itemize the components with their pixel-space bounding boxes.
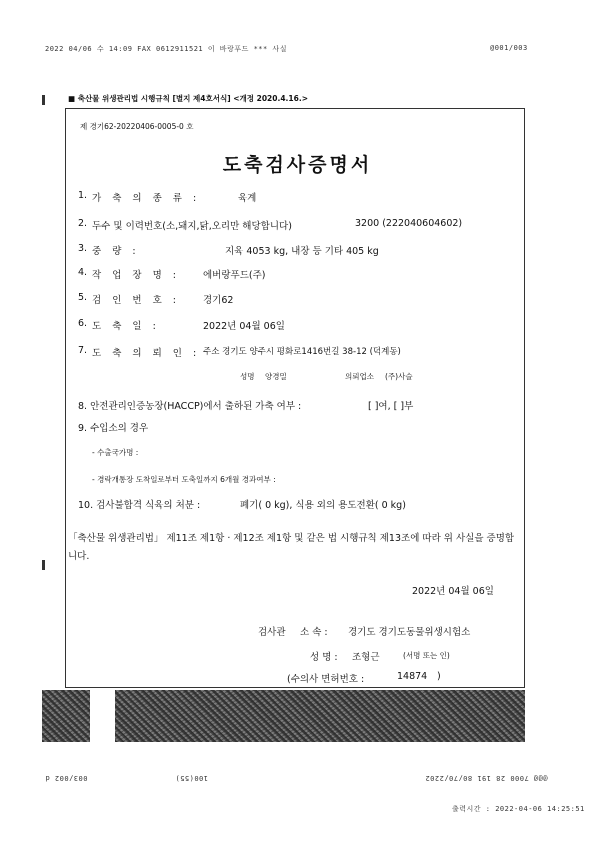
fax-footer-left: 003/002 d	[45, 774, 88, 782]
item-value: 2022년 04월 06일	[203, 321, 285, 332]
item-label: 검 인 번 호 :	[92, 295, 180, 306]
inspector-label: 검사관	[258, 627, 286, 638]
scan-noise-band	[42, 690, 90, 742]
client-name: 양경밀	[265, 372, 287, 381]
item-label: 두수 및 이력번호(소,돼지,닭,오리만 해당합니다)	[92, 221, 292, 232]
fax-header-right: @001/003	[490, 44, 528, 52]
regulation-reference: ■ 축산물 위생관리법 시행규칙 [별지 제4호서식] <개정 2020.4.16.>	[68, 94, 308, 103]
item-label: 작 업 장 명 :	[92, 270, 180, 281]
inspector-affil: 경기도 경기도동물위생시험소	[348, 627, 471, 638]
export-country-label: - 수출국가명 :	[92, 448, 139, 457]
inspector-name: 조형근	[352, 652, 380, 663]
item-value: 주소 경기도 양주시 평화로1416번길 38-12 (덕계동)	[203, 347, 401, 357]
item-value: 지육 4053 kg, 내장 등 기타 405 kg	[225, 246, 379, 257]
license-number: 14874	[397, 671, 428, 682]
margin-mark	[42, 95, 45, 105]
license-label: (수의사 면허번호 :	[287, 674, 365, 685]
item-value: 경기62	[203, 295, 234, 306]
document-number: 제 경기62-20220406-0005-0 호	[80, 122, 194, 131]
inspector-affil-label: 소 속 :	[300, 627, 328, 638]
issue-date: 2022년 04월 06일	[412, 586, 494, 597]
certification-statement: 「축산물 위생관리법」 제11조 제1항 · 제12조 제1항 및 같은 법 시행규칙 제13조에 따라 위 사실을 증명합니다.	[68, 533, 515, 562]
signature-placeholder: (서명 또는 인)	[403, 651, 450, 660]
import-cattle-heading: 9. 수입소의 경우	[78, 423, 149, 434]
disposal-heading: 10. 검사불합격 식육의 처분 :	[78, 500, 201, 511]
item-label: 중 량 :	[92, 246, 140, 257]
scan-noise-band	[115, 690, 525, 742]
item-value: 에버랑푸드(주)	[203, 270, 266, 281]
fax-footer-right: @@@ 7000 28 191 80/70/2202	[425, 774, 548, 782]
item-value: 3200 (222040604602)	[355, 218, 463, 229]
item-value: 육계	[238, 193, 257, 204]
client-name-label: 성명	[240, 372, 255, 381]
item-label: 가 축 의 종 류 :	[92, 193, 201, 204]
client-org: (주)사슬	[385, 372, 413, 381]
client-org-label: 의뢰업소	[345, 372, 374, 381]
item-label: 도 축 일 :	[92, 321, 160, 332]
haccp-question: 8. 안전관리인증농장(HACCP)에서 출하된 가축 여부 :	[78, 401, 302, 412]
margin-mark	[42, 560, 45, 570]
six-month-check-label: - 경락개통장 도착일로부터 도축일까지 6개월 경과여부 :	[92, 475, 276, 484]
inspector-name-label: 성 명 :	[310, 652, 338, 663]
disposal-values: 폐기( 0 kg), 식용 외의 용도전환( 0 kg)	[240, 500, 406, 511]
item-label: 도 축 의 뢰 인 :	[92, 348, 201, 359]
fax-header-left: 2022 04/06 수 14:09 FAX 0612911521 이 바랑푸드 *** 사실	[45, 45, 287, 53]
haccp-choices: [ ]여, [ ]부	[368, 401, 414, 412]
print-timestamp: 출력시간 : 2022-04-06 14:25:51	[452, 805, 585, 813]
certificate-title: 도축검사증명서	[222, 154, 373, 176]
license-close: )	[437, 671, 441, 682]
fax-footer-mid: 100(55)	[175, 774, 209, 782]
